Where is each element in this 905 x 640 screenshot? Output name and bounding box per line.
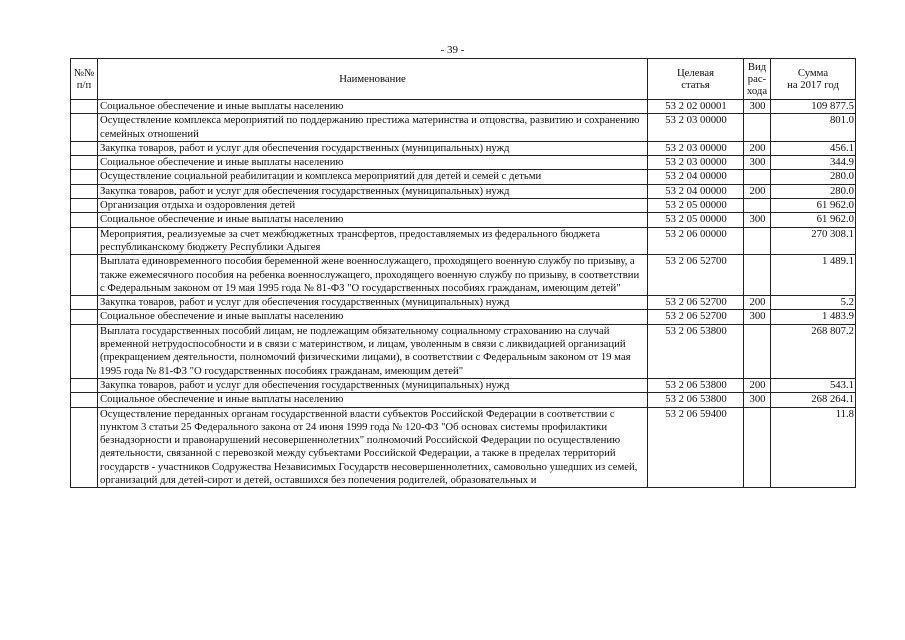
- table-row: [71, 156, 856, 170]
- row-number-cell: [71, 213, 98, 227]
- row-number-cell: [71, 156, 98, 170]
- row-number-cell: [71, 184, 98, 198]
- row-name-cell: Социальное обеспечение и иные выплаты населению: [98, 100, 648, 114]
- row-target-article-cell: 53 2 06 53800: [648, 324, 744, 378]
- table-row: [71, 296, 856, 310]
- row-sum-cell: 801.0: [771, 114, 856, 142]
- table-row: [71, 213, 856, 227]
- row-number-cell: [71, 199, 98, 213]
- row-sum-cell: 61 962.0: [771, 199, 856, 213]
- row-name-cell: Социальное обеспечение и иные выплаты населению: [98, 310, 648, 324]
- page-number: - 39 -: [440, 44, 465, 56]
- row-number-cell: [71, 170, 98, 184]
- row-expense-type-cell: 300: [744, 100, 771, 114]
- row-expense-type-cell: 300: [744, 213, 771, 227]
- row-target-article-cell: 53 2 02 00001: [648, 100, 744, 114]
- row-sum-cell: 280.0: [771, 184, 856, 198]
- row-target-article-cell: 53 2 04 00000: [648, 184, 744, 198]
- header-name: Наименование: [98, 59, 648, 100]
- row-expense-type-cell: 200: [744, 141, 771, 155]
- row-number-cell: [71, 324, 98, 378]
- row-name-cell: Закупка товаров, работ и услуг для обеспечения государственных (муниципальных) нужд: [98, 141, 648, 155]
- row-sum-cell: 11.8: [771, 407, 856, 488]
- row-expense-type-cell: [744, 324, 771, 378]
- table-row: [71, 184, 856, 198]
- row-sum-cell: 344.9: [771, 156, 856, 170]
- row-name-cell: Организация отдыха и оздоровления детей: [98, 199, 648, 213]
- row-name-cell: Социальное обеспечение и иные выплаты населению: [98, 213, 648, 227]
- row-expense-type-cell: 300: [744, 393, 771, 407]
- row-sum-cell: 270 308.1: [771, 227, 856, 255]
- row-expense-type-cell: [744, 255, 771, 296]
- table-row: [71, 378, 856, 392]
- row-sum-cell: 280.0: [771, 170, 856, 184]
- row-number-cell: [71, 378, 98, 392]
- row-number-cell: [71, 100, 98, 114]
- row-sum-cell: 1 489.1: [771, 255, 856, 296]
- row-name-cell: Закупка товаров, работ и услуг для обеспечения государственных (муниципальных) нужд: [98, 184, 648, 198]
- row-target-article-cell: 53 2 04 00000: [648, 170, 744, 184]
- row-number-cell: [71, 310, 98, 324]
- table-row: [71, 114, 856, 142]
- table-row: [71, 407, 856, 488]
- row-expense-type-cell: [744, 227, 771, 255]
- row-name-cell: Выплата единовременного пособия беременной жене военнослужащего, проходящего военную службу по призыву, а также ежемесячного пособия на ребенка военнослужащего, проходящего военную службу по призыву, в соответствии с Федеральным законом от 19 мая 1995 года № 81-ФЗ "О государственных пособиях гражданам, имеющим детей": [98, 255, 648, 296]
- row-target-article-cell: 53 2 06 52700: [648, 255, 744, 296]
- table-body: [71, 100, 856, 488]
- row-name-cell: Социальное обеспечение и иные выплаты населению: [98, 393, 648, 407]
- row-sum-cell: 268 807.2: [771, 324, 856, 378]
- row-target-article-cell: 53 2 06 53800: [648, 393, 744, 407]
- row-name-cell: Социальное обеспечение и иные выплаты населению: [98, 156, 648, 170]
- row-target-article-cell: 53 2 03 00000: [648, 156, 744, 170]
- row-target-article-cell: 53 2 05 00000: [648, 199, 744, 213]
- row-expense-type-cell: [744, 199, 771, 213]
- table-row: [71, 227, 856, 255]
- row-number-cell: [71, 393, 98, 407]
- table-row: [71, 141, 856, 155]
- row-name-cell: Мероприятия, реализуемые за счет межбюджетных трансфертов, предоставляемых из федерального бюджета республиканскому бюджету Республики Адыгея: [98, 227, 648, 255]
- row-number-cell: [71, 141, 98, 155]
- row-number-cell: [71, 407, 98, 488]
- row-expense-type-cell: 200: [744, 296, 771, 310]
- budget-table: [70, 58, 856, 488]
- row-sum-cell: 61 962.0: [771, 213, 856, 227]
- table-row: [71, 393, 856, 407]
- row-target-article-cell: 53 2 06 53800: [648, 378, 744, 392]
- row-name-cell: Закупка товаров, работ и услуг для обеспечения государственных (муниципальных) нужд: [98, 378, 648, 392]
- row-sum-cell: 268 264.1: [771, 393, 856, 407]
- row-target-article-cell: 53 2 03 00000: [648, 114, 744, 142]
- row-sum-cell: 543.1: [771, 378, 856, 392]
- table-row: [71, 100, 856, 114]
- row-expense-type-cell: [744, 407, 771, 488]
- row-target-article-cell: 53 2 06 52700: [648, 310, 744, 324]
- row-number-cell: [71, 114, 98, 142]
- row-sum-cell: 1 483.9: [771, 310, 856, 324]
- row-target-article-cell: 53 2 03 00000: [648, 141, 744, 155]
- row-name-cell: Осуществление социальной реабилитации и комплекса мероприятий для детей и семей с детьми: [98, 170, 648, 184]
- row-name-cell: Осуществление переданных органам государственной власти субъектов Российской Федерации в соответствии с пунктом 3 статьи 25 Федерального закона от 24 июня 1999 года № 120-ФЗ "Об основах системы профилактики безнадзорности и правонарушений несовершеннолетних" полномочий Российской Федерации по осуществлению деятельности, связанной с перевозкой между субъектами Российской Федерации, а также в пределах территорий государств - участников Содружества Независимых Государств несовершеннолетних, самовольно ушедших из семей, организаций для детей-сирот и детей, оставшихся без попечения родителей, образовательных и: [98, 407, 648, 488]
- row-expense-type-cell: 300: [744, 156, 771, 170]
- row-name-cell: Выплата государственных пособий лицам, не подлежащим обязательному социальному страхованию на случай временной нетрудоспособности и в связи с материнством, и лицам, уволенным в связи с ликвидацией организаций (прекращением деятельности, полномочий физическими лицами), в соответствии с Федеральным законом от 19 мая 1995 года № 81-ФЗ "О государственных пособиях гражданам, имеющим детей": [98, 324, 648, 378]
- row-target-article-cell: 53 2 06 00000: [648, 227, 744, 255]
- row-name-cell: Закупка товаров, работ и услуг для обеспечения государственных (муниципальных) нужд: [98, 296, 648, 310]
- table-row: [71, 255, 856, 296]
- row-number-cell: [71, 255, 98, 296]
- row-sum-cell: 109 877.5: [771, 100, 856, 114]
- row-target-article-cell: 53 2 05 00000: [648, 213, 744, 227]
- header-expense-type: Вид рас- хода: [744, 59, 771, 100]
- row-number-cell: [71, 227, 98, 255]
- table-row: [71, 310, 856, 324]
- row-target-article-cell: 53 2 06 59400: [648, 407, 744, 488]
- row-sum-cell: 456.1: [771, 141, 856, 155]
- table-header-row: [71, 59, 856, 100]
- row-sum-cell: 5.2: [771, 296, 856, 310]
- table-row: [71, 324, 856, 378]
- row-expense-type-cell: 300: [744, 310, 771, 324]
- row-expense-type-cell: [744, 114, 771, 142]
- table-row: [71, 170, 856, 184]
- row-name-cell: Осуществление комплекса мероприятий по поддержанию престижа материнства и отцовства, развитию и сохранению семейных отношений: [98, 114, 648, 142]
- row-expense-type-cell: 200: [744, 184, 771, 198]
- header-target-article: Целевая статья: [648, 59, 744, 100]
- header-number: №№ п/п: [71, 59, 98, 100]
- row-target-article-cell: 53 2 06 52700: [648, 296, 744, 310]
- table-row: [71, 199, 856, 213]
- row-expense-type-cell: 200: [744, 378, 771, 392]
- header-sum: Сумма на 2017 год: [771, 59, 856, 100]
- row-number-cell: [71, 296, 98, 310]
- row-expense-type-cell: [744, 170, 771, 184]
